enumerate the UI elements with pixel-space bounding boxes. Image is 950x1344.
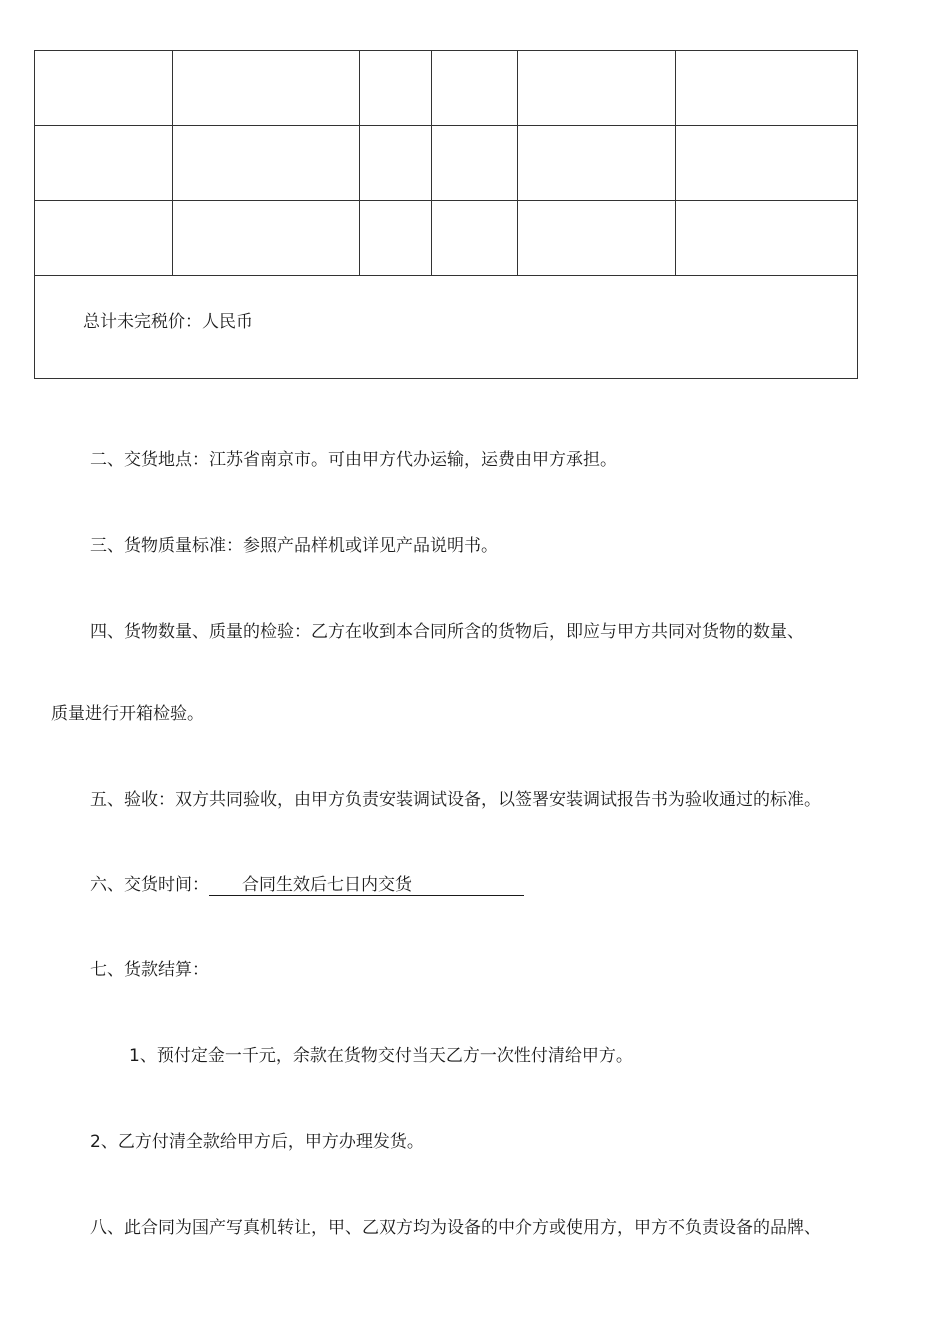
table-cell (173, 51, 360, 126)
table-cell (173, 126, 360, 201)
clause-delivery-time (90, 874, 524, 896)
table-row (35, 51, 858, 126)
payment-item-2: 2、乙方付清全款给甲方后，甲方办理发货。 (90, 1132, 424, 1152)
table-cell (432, 126, 518, 201)
table-cell (432, 201, 518, 276)
clause-quality-standard: 三、货物质量标准：参照产品样机或详见产品说明书。 (90, 536, 498, 556)
delivery-time-field: 合同生效后七日内交货 (209, 875, 524, 896)
total-cell (35, 276, 858, 379)
table-cell (35, 51, 173, 126)
clause-acceptance: 五、验收：双方共同验收，由甲方负责安装调试设备，以签署安装调试报告书为验收通过的标准。 (90, 790, 821, 810)
table-cell (518, 51, 676, 126)
table-row (35, 201, 858, 276)
table-cell (360, 126, 432, 201)
table-cell (173, 201, 360, 276)
table-cell (35, 126, 173, 201)
clause-inspection-line-2: 质量进行开箱检验。 (51, 704, 204, 724)
table-cell (432, 51, 518, 126)
total-price-label: 总计未完税价：人民币 (83, 312, 253, 332)
table-cell (676, 126, 858, 201)
clause-delivery-place: 二、交货地点：江苏省南京市。可由甲方代办运输，运费由甲方承担。 (90, 450, 617, 470)
clause-payment-heading: 七、货款结算： (90, 960, 209, 980)
clause-inspection-line-1: 四、货物数量、质量的检验：乙方在收到本合同所含的货物后，即应与甲方共同对货物的数量、 (90, 622, 804, 642)
goods-table (34, 50, 858, 379)
payment-item-1: 1、预付定金一千元，余款在货物交付当天乙方一次性付清给甲方。 (129, 1046, 633, 1066)
table-cell (518, 126, 676, 201)
total-row (35, 276, 858, 379)
table-cell (35, 201, 173, 276)
table-cell (676, 201, 858, 276)
table-cell (360, 201, 432, 276)
table-cell (360, 51, 432, 126)
table-cell (676, 51, 858, 126)
table-cell (518, 201, 676, 276)
table-row (35, 126, 858, 201)
clause-transfer-note: 八、此合同为国产写真机转让，甲、乙双方均为设备的中介方或使用方，甲方不负责设备的品牌、 (90, 1218, 821, 1238)
delivery-time-label: 六、交货时间： (90, 875, 209, 895)
